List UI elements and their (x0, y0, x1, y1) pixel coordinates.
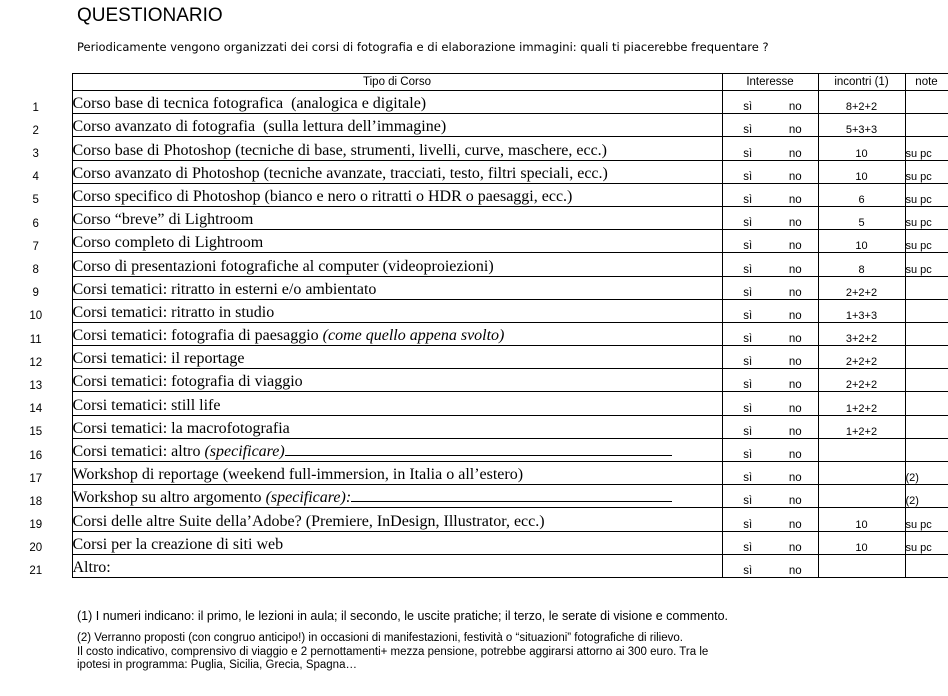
course-name (72, 392, 722, 415)
course-name (72, 415, 722, 438)
course-rows (0, 91, 948, 578)
row-number: 17 (29, 472, 43, 485)
header-meetings: incontri (1) (818, 74, 905, 91)
course-name (72, 485, 722, 508)
option-no[interactable]: no (773, 392, 818, 415)
table-row (0, 299, 948, 322)
option-no[interactable]: no (773, 183, 818, 206)
option-yes[interactable]: sì (722, 462, 773, 485)
row-note (905, 346, 948, 369)
header-number-column (0, 74, 72, 91)
course-table (0, 73, 948, 578)
option-no[interactable]: no (773, 346, 818, 369)
table-row (0, 114, 948, 137)
course-label: Corsi tematici: altro (72, 443, 205, 460)
row-number: 20 (29, 542, 43, 555)
row-number: 4 (32, 171, 39, 184)
row-note: su pc (905, 206, 948, 229)
footnote-2-line: Il costo indicativo, comprensivo di viaggio e 2 pernottamenti+ mezza pensione, potrebbe aggirarsi attorno ai 300 euro. Tra le (77, 645, 709, 658)
row-note: su pc (905, 230, 948, 253)
option-yes[interactable]: sì (722, 392, 773, 415)
meetings-count (818, 462, 905, 485)
row-number: 21 (29, 565, 43, 578)
meetings-count: 1+2+2 (818, 415, 905, 438)
row-number: 7 (32, 240, 39, 253)
row-note: su pc (905, 253, 948, 276)
row-number: 1 (32, 101, 39, 114)
option-no[interactable]: no (773, 415, 818, 438)
option-yes[interactable]: sì (722, 206, 773, 229)
meetings-count: 10 (818, 160, 905, 183)
course-label: Corso “breve” di Lightroom (72, 211, 254, 229)
option-no[interactable]: no (773, 276, 818, 299)
row-number: 15 (29, 426, 43, 439)
course-label: Corsi tematici: fotografia di paesaggio (72, 327, 323, 345)
meetings-count: 10 (818, 137, 905, 160)
option-no[interactable]: no (773, 508, 818, 531)
option-no[interactable]: no (773, 462, 818, 485)
row-number: 2 (32, 124, 39, 137)
course-label: Corsi tematici: ritratto in esterni e/o ambientato (72, 280, 377, 298)
meetings-count: 2+2+2 (818, 346, 905, 369)
course-name (72, 206, 722, 229)
row-note (905, 299, 948, 322)
option-yes[interactable]: sì (722, 322, 773, 345)
meetings-count (818, 554, 905, 577)
option-no[interactable]: no (773, 531, 818, 554)
course-name (72, 554, 722, 577)
table-row (0, 230, 948, 253)
course-label: Corsi tematici: il reportage (72, 350, 245, 368)
option-no[interactable]: no (773, 369, 818, 392)
course-name (72, 160, 722, 183)
option-yes[interactable]: sì (722, 183, 773, 206)
table-row (0, 531, 948, 554)
row-note (905, 415, 948, 438)
header-note: note (905, 74, 948, 91)
meetings-count: 1+2+2 (818, 392, 905, 415)
course-name (72, 531, 722, 554)
table-row (0, 554, 948, 577)
row-number: 11 (29, 333, 42, 346)
option-yes[interactable]: sì (722, 91, 773, 114)
row-number: 8 (32, 264, 39, 276)
meetings-count: 2+2+2 (818, 369, 905, 392)
option-no[interactable]: no (773, 91, 818, 114)
row-number: 6 (32, 217, 39, 230)
row-note: (2) (905, 462, 948, 485)
course-name (72, 299, 722, 322)
course-label: Corsi tematici: still life (72, 396, 221, 414)
course-note-italic: (specificare) (204, 443, 285, 460)
option-yes[interactable]: sì (722, 508, 773, 531)
option-no[interactable]: no (773, 230, 818, 253)
option-yes[interactable]: sì (722, 531, 773, 554)
option-yes[interactable]: sì (722, 415, 773, 438)
row-note (905, 114, 948, 137)
option-yes[interactable]: sì (722, 554, 773, 577)
meetings-count: 10 (818, 531, 905, 554)
table-row (0, 137, 948, 160)
table-row (0, 485, 948, 508)
table-row (0, 462, 948, 485)
course-name (72, 369, 722, 392)
table-row (0, 369, 948, 392)
row-number: 13 (29, 379, 43, 392)
course-label: Corso completo di Lightroom (72, 234, 264, 252)
row-number: 18 (29, 495, 43, 508)
course-name (72, 183, 722, 206)
course-note-italic: (come quello appena svolto) (322, 327, 505, 345)
row-number: 9 (32, 287, 39, 300)
meetings-count: 10 (818, 230, 905, 253)
meetings-count: 1+3+3 (818, 299, 905, 322)
table-row (0, 322, 948, 345)
table-row (0, 415, 948, 438)
course-label: Corso base di tecnica fotografica (analogica e digitale) (72, 95, 427, 113)
footnote-2 (77, 632, 837, 673)
meetings-count: 8 (818, 253, 905, 276)
option-yes[interactable]: sì (722, 485, 773, 508)
row-number: 5 (32, 194, 39, 207)
row-note: su pc (905, 137, 948, 160)
row-number: 10 (29, 310, 43, 323)
course-name (72, 91, 722, 114)
option-no[interactable]: no (773, 299, 818, 322)
row-number: 19 (29, 519, 43, 532)
specify-blank-line[interactable] (351, 487, 672, 502)
row-note: su pc (905, 160, 948, 183)
option-no[interactable]: no (773, 438, 818, 461)
course-note-italic: (specificare): (265, 489, 352, 507)
table-row (0, 183, 948, 206)
option-yes[interactable]: sì (722, 160, 773, 183)
specify-blank-line[interactable] (285, 441, 672, 456)
course-name (72, 114, 722, 137)
course-name (72, 462, 722, 485)
meetings-count (818, 485, 905, 508)
table-row (0, 276, 948, 299)
table-row (0, 346, 948, 369)
table-row (0, 508, 948, 531)
option-yes[interactable]: sì (722, 137, 773, 160)
course-label: Corsi tematici: la macrofotografia (72, 419, 290, 437)
course-name (72, 322, 722, 345)
option-no[interactable]: no (773, 485, 818, 508)
course-label: Corsi tematici: fotografia di viaggio (72, 373, 303, 391)
row-note: su pc (905, 531, 948, 554)
page-subtitle: Periodicamente vengono organizzati dei corsi di fotografia e di elaborazione immagini: quali ti piacerebbe frequentare ? (77, 40, 769, 54)
course-name (72, 276, 722, 299)
option-yes[interactable]: sì (722, 253, 773, 276)
option-no[interactable]: no (773, 322, 818, 345)
row-note: (2) (905, 485, 948, 508)
table-header-row (0, 74, 948, 91)
option-yes[interactable]: sì (722, 438, 773, 461)
meetings-count: 2+2+2 (818, 276, 905, 299)
course-name (72, 137, 722, 160)
row-number: 12 (29, 356, 43, 369)
course-label: Corso specifico di Photoshop (bianco e nero o ritratti o HDR o paesaggi, ecc.) (72, 187, 573, 205)
option-yes[interactable]: sì (722, 369, 773, 392)
option-no[interactable]: no (773, 114, 818, 137)
header-interest: Interesse (722, 74, 818, 91)
course-label: Workshop su altro argomento (72, 489, 266, 507)
course-label: Altro: (72, 558, 111, 576)
meetings-count (818, 438, 905, 461)
course-label: Workshop di reportage (weekend full-immersion, in Italia o all’estero) (72, 466, 524, 484)
course-name (72, 508, 722, 531)
table-row (0, 392, 948, 415)
row-number: 14 (29, 403, 43, 416)
course-label: Corso avanzato di Photoshop (tecniche avanzate, tracciati, testo, filtri speciali, ecc.) (72, 164, 608, 182)
option-yes[interactable]: sì (722, 299, 773, 322)
row-note: su pc (905, 508, 948, 531)
course-label: Corsi delle altre Suite della’Adobe? (Premiere, InDesign, Illustrator, ecc.) (72, 512, 545, 530)
meetings-count: 3+2+2 (818, 322, 905, 345)
course-name (72, 438, 722, 461)
table-row (0, 206, 948, 229)
option-yes[interactable]: sì (722, 276, 773, 299)
option-no[interactable]: no (773, 253, 818, 276)
table-row (0, 253, 948, 276)
option-no[interactable]: no (773, 160, 818, 183)
page-title: QUESTIONARIO (77, 5, 223, 26)
row-number: 3 (32, 148, 39, 161)
option-no[interactable]: no (773, 554, 818, 577)
course-name (72, 346, 722, 369)
footnote-2-line: ipotesi in programma: Puglia, Sicilia, Grecia, Spagna… (77, 659, 357, 671)
row-note (905, 91, 948, 114)
meetings-count: 8+2+2 (818, 91, 905, 114)
course-name (72, 230, 722, 253)
course-label: Corso base di Photoshop (tecniche di base, strumenti, livelli, curve, maschere, ecc.) (72, 141, 608, 159)
meetings-count: 6 (818, 183, 905, 206)
table-row (0, 91, 948, 114)
course-label: Corsi tematici: ritratto in studio (72, 303, 275, 321)
row-note (905, 392, 948, 415)
option-no[interactable]: no (773, 137, 818, 160)
meetings-count: 10 (818, 508, 905, 531)
table-row (0, 438, 948, 461)
course-label: Corso avanzato di fotografia (sulla lettura dell’immagine) (72, 118, 447, 136)
footnote-1: (1) I numeri indicano: il primo, le lezioni in aula; il secondo, le uscite pratiche; il terzo, le serate di visione e commento. (77, 609, 729, 623)
course-name (72, 253, 722, 276)
course-label: Corso di presentazioni fotografiche al computer (videoproiezioni) (72, 257, 494, 275)
row-number: 16 (29, 449, 43, 462)
row-note (905, 276, 948, 299)
meetings-count: 5 (818, 206, 905, 229)
row-note (905, 369, 948, 392)
row-note (905, 554, 948, 577)
row-note: su pc (905, 183, 948, 206)
footnote-2-line: (2) Verranno proposti (con congruo anticipo!) in occasioni di manifestazioni, festività o “situazioni” fotografiche di rilievo. (77, 632, 683, 644)
course-label: Corsi per la creazione di siti web (72, 535, 284, 553)
table-row (0, 160, 948, 183)
option-yes[interactable]: sì (722, 346, 773, 369)
row-note (905, 322, 948, 345)
row-note (905, 438, 948, 461)
header-course: Tipo di Corso (72, 74, 722, 91)
option-yes[interactable]: sì (722, 114, 773, 137)
meetings-count: 5+3+3 (818, 114, 905, 137)
option-no[interactable]: no (773, 206, 818, 229)
option-yes[interactable]: sì (722, 230, 773, 253)
